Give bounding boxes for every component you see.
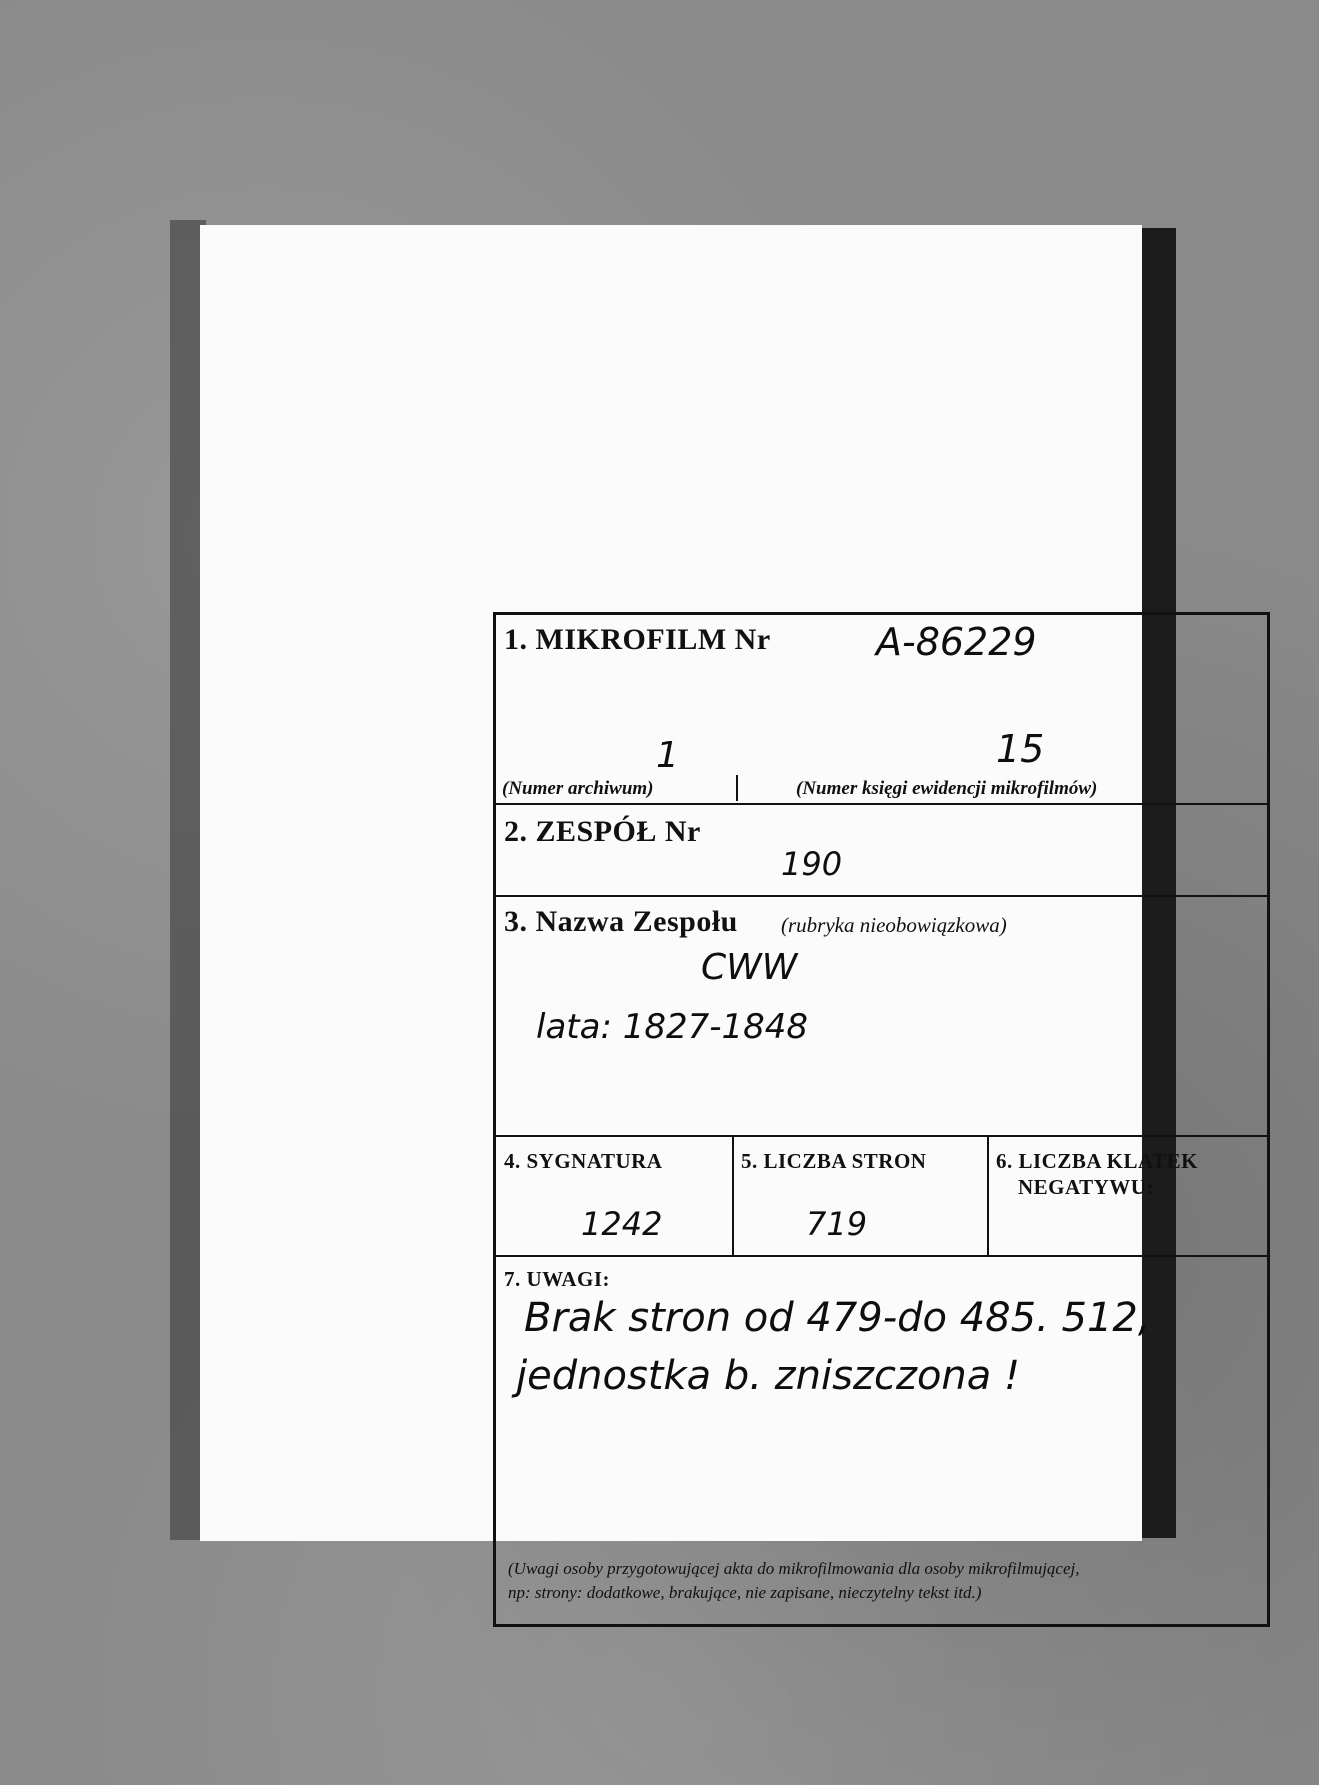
- section-mikrofilm: [496, 615, 1267, 805]
- caption-divider: [736, 775, 738, 801]
- uwagi-line-2: jednostka b. zniszczona !: [516, 1353, 1021, 1399]
- nazwa-zespolu-years: lata: 1827-1848: [536, 1007, 809, 1047]
- microfilm-card: [200, 225, 1198, 1602]
- liczba-klatek-label: 6. LICZBA KLATEK: [996, 1149, 1198, 1173]
- register-caption: (Numer księgi ewidencji mikrofilmów): [796, 778, 1098, 799]
- sygnatura-value: 1242: [581, 1205, 663, 1243]
- section-sygnatura-row: [496, 1137, 1267, 1257]
- liczba-stron-value: 719: [806, 1205, 868, 1243]
- uwagi-instruction-2: np: strony: dodatkowe, brakujące, nie zapisane, nieczytelny tekst itd.): [508, 1583, 982, 1602]
- nazwa-zespolu-label: 3. Nazwa Zespołu: [504, 905, 738, 938]
- liczba-stron-label: 5. LICZBA STRON: [741, 1149, 927, 1173]
- mikrofilm-number: A-86229: [876, 620, 1037, 664]
- nazwa-zespolu-note: (rubryka nieobowiązkowa): [781, 913, 1007, 937]
- sygnatura-label: 4. SYGNATURA: [504, 1149, 663, 1173]
- section-uwagi: [496, 1257, 1267, 1624]
- zespol-number: 190: [781, 845, 843, 883]
- section-zespol: [496, 805, 1267, 897]
- archive-number: 1: [656, 735, 679, 776]
- nazwa-zespolu-value: CWW: [701, 947, 798, 988]
- uwagi-line-1: Brak stron od 479-do 485. 512,: [524, 1295, 1151, 1341]
- zespol-label: 2. ZESPÓŁ Nr: [504, 815, 701, 848]
- section-nazwa-zespolu: [496, 897, 1267, 1137]
- archive-caption: (Numer archiwum): [502, 778, 654, 799]
- negatywu-label: NEGATYWU:: [1018, 1175, 1154, 1199]
- column-divider-1: [732, 1137, 734, 1255]
- column-divider-2: [987, 1137, 989, 1255]
- register-number: 15: [996, 727, 1045, 771]
- mikrofilm-label: 1. MIKROFILM Nr: [504, 623, 771, 656]
- microfilm-form: [493, 612, 1270, 1627]
- uwagi-instruction-1: (Uwagi osoby przygotowującej akta do mikrofilmowania dla osoby mikrofilmującej,: [508, 1559, 1080, 1578]
- uwagi-label: 7. UWAGI:: [504, 1267, 611, 1291]
